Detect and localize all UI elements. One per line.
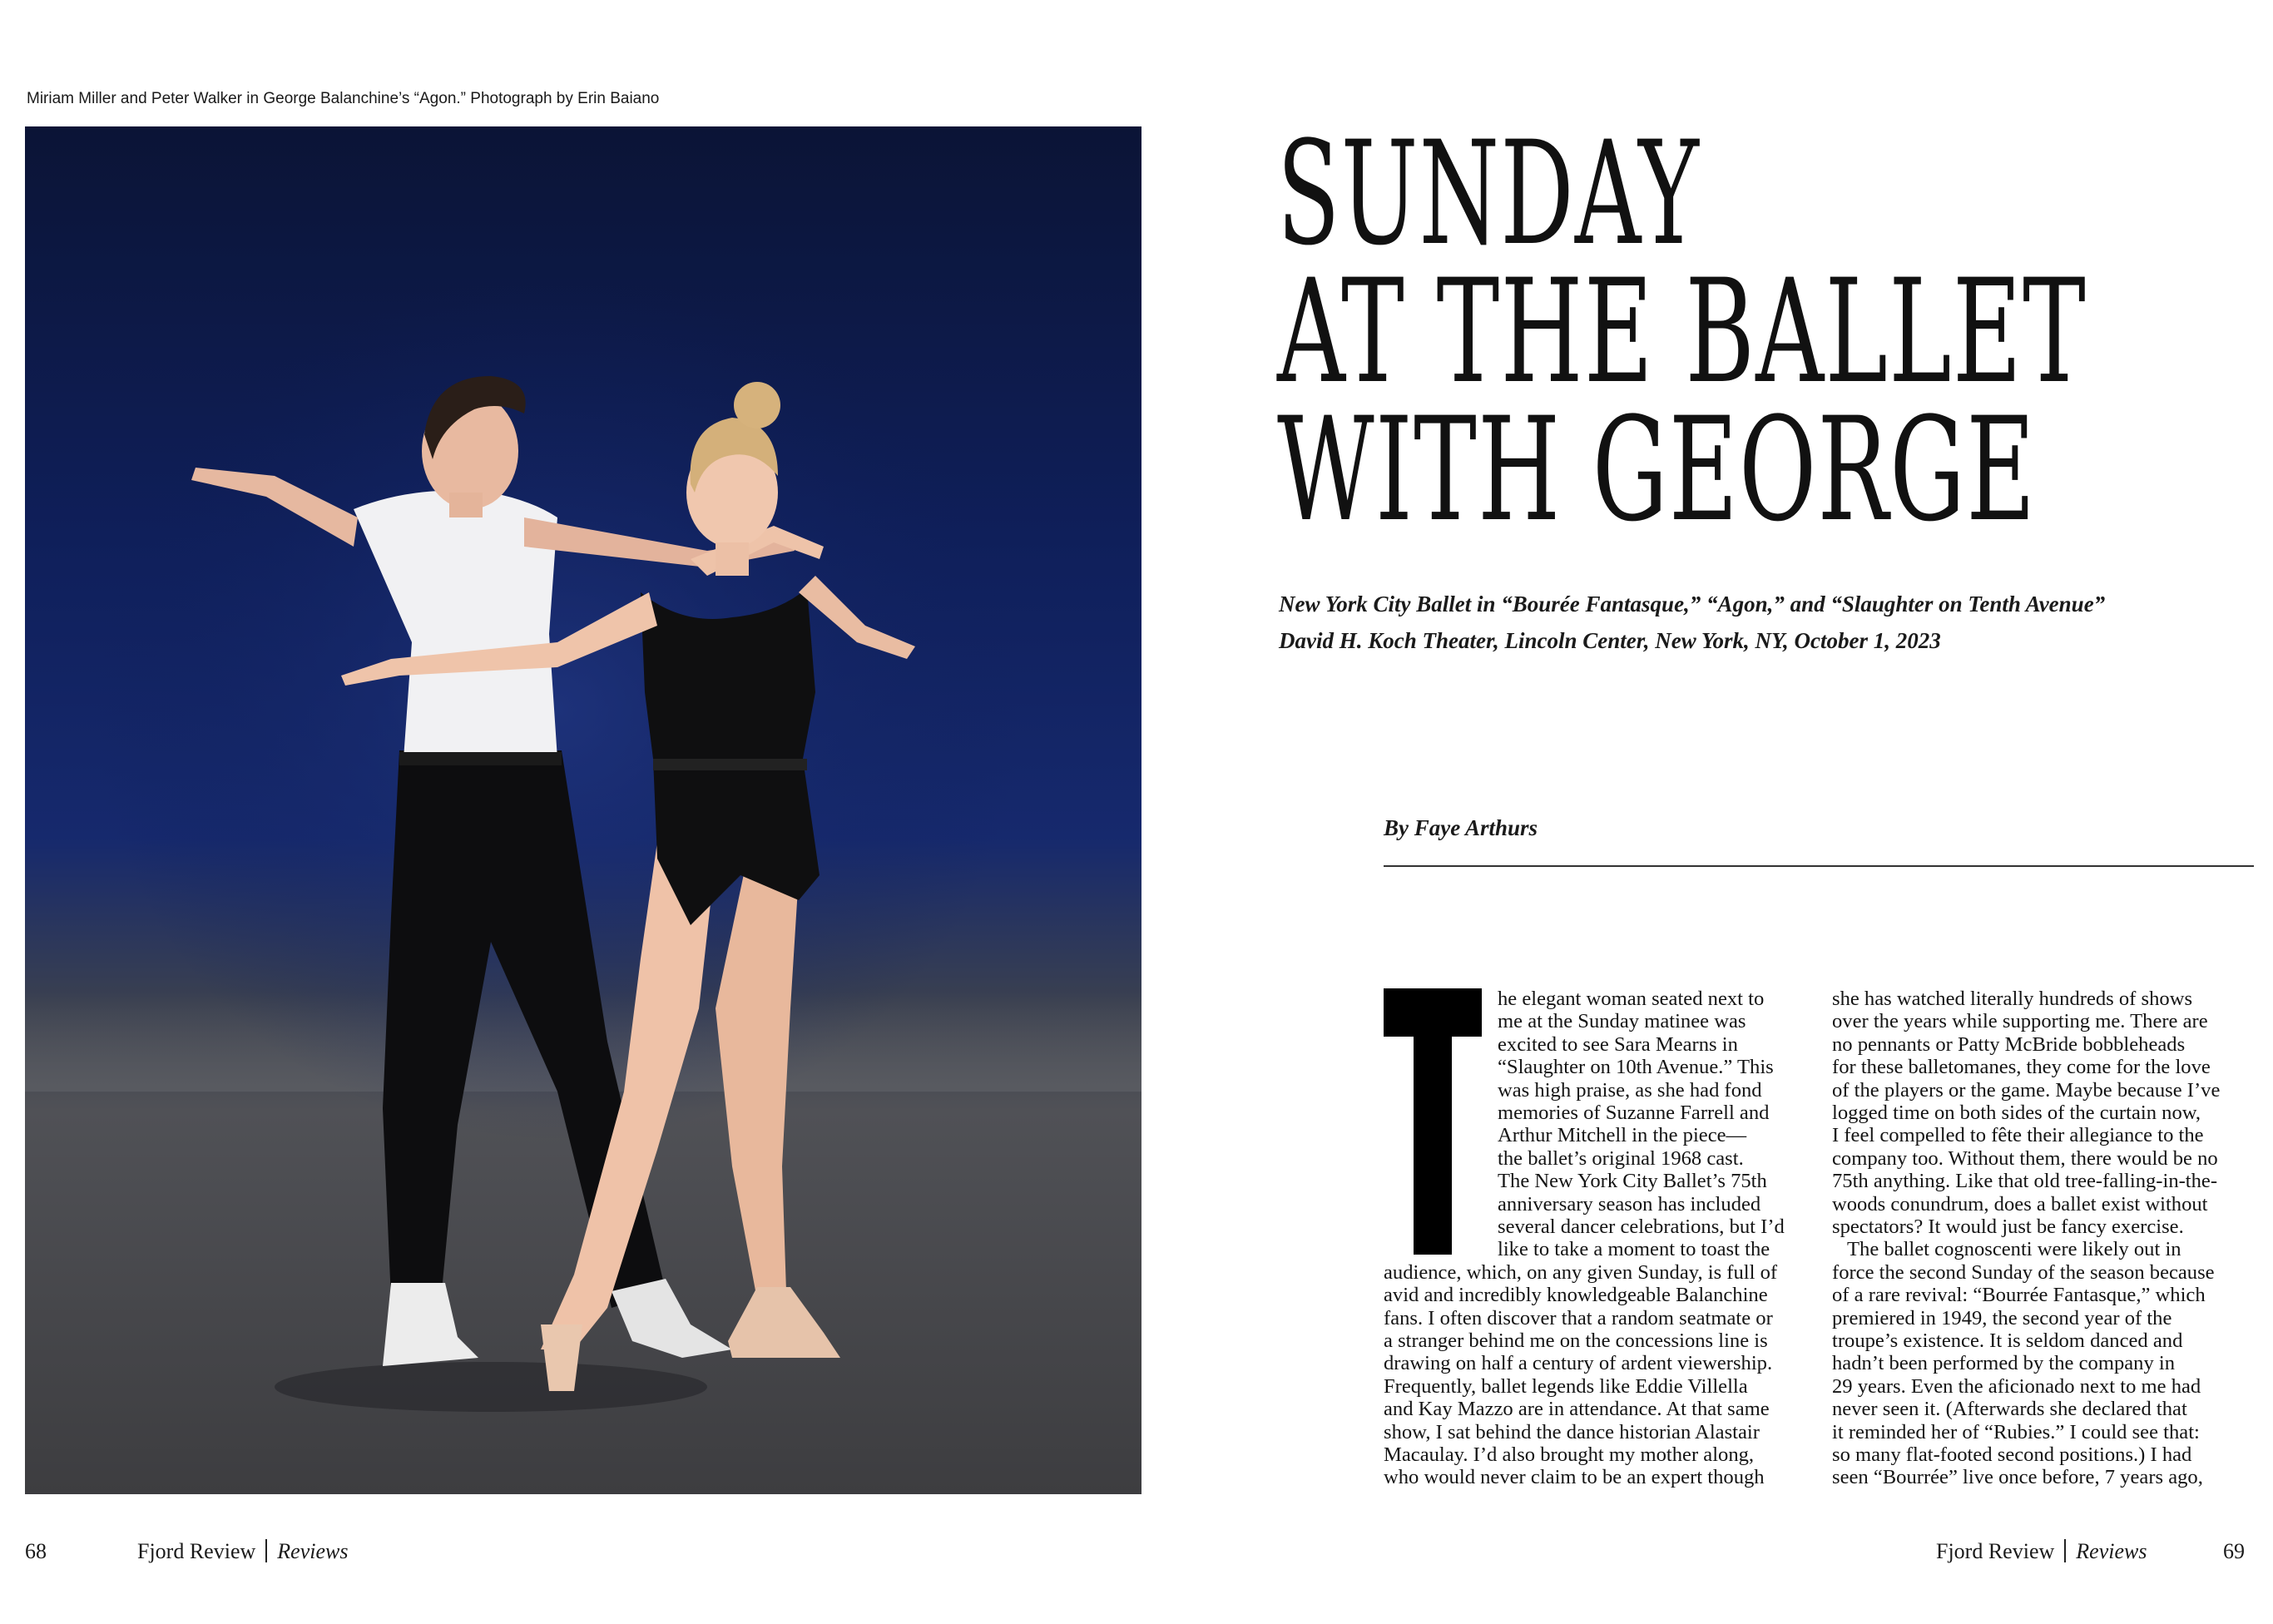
footer-left [137, 1539, 348, 1564]
article-text-line: 75th anything. Like that old tree-falling-in-the- [1832, 1170, 2218, 1193]
headline-line-2: AT THE BALLET [1277, 248, 2087, 415]
article-text-line: premiered in 1949, the second year of the [1832, 1306, 2172, 1329]
article-text-line: a stranger behind me on the concessions line is [1384, 1329, 1768, 1352]
article-text-line: audience, which, on any given Sunday, is full of [1384, 1260, 1778, 1284]
article-text-line: I feel compelled to fête their allegiance to the [1832, 1124, 2204, 1147]
article-text-line: drawing on half a century of ardent viewership. [1384, 1352, 1773, 1375]
article-text-line: of a rare revival: “Bourrée Fantasque,” which [1832, 1284, 2206, 1307]
article-text-line: troupe’s existence. It is seldom danced and [1832, 1329, 2183, 1352]
byline: By Faye Arthurs [1384, 815, 1538, 840]
dancers-illustration [25, 126, 1141, 1494]
article-text-line: “Slaughter on 10th Avenue.” This [1498, 1056, 1774, 1079]
article-text-line: never seen it. (Afterwards she declared that [1832, 1398, 2187, 1421]
article-text-line: excited to see Sara Mearns in [1498, 1032, 1738, 1056]
article-text-line: for these balletomanes, they come for the love [1832, 1056, 2211, 1079]
article-text-line: force the second Sunday of the season because [1832, 1260, 2215, 1284]
article-text-line: show, I sat behind the dance historian Alastair [1384, 1420, 1760, 1443]
article-text-line: Macaulay. I’d also brought my mother along, [1384, 1443, 1755, 1466]
article-text-line: who would never claim to be an expert though [1384, 1466, 1765, 1489]
article-text-line: she has watched literally hundreds of shows [1832, 988, 2193, 1010]
article-text-line: it reminded her of “Rubies.” I could see that: [1832, 1420, 2200, 1443]
article-text-line: woods conundrum, does a ballet exist without [1832, 1192, 2208, 1216]
headline-line-3: WITH GEORGE [1277, 386, 2037, 553]
article-text-line: several dancer celebrations, but I’d [1498, 1216, 1785, 1238]
divider-rule [1384, 865, 2254, 867]
page-number-left: 68 [25, 1539, 47, 1563]
article-text-line: he elegant woman seated next to [1498, 988, 1765, 1010]
subhead-venue: David H. Koch Theater, Lincoln Center, New York, NY, October 1, 2023 [1279, 628, 1941, 653]
article-text-line: anniversary season has included [1498, 1192, 1761, 1216]
article-text-line: like to take a moment to toast the [1498, 1238, 1770, 1261]
subhead-performance: New York City Ballet in “Bourée Fantasque,” “Agon,” and “Slaughter on Tenth Avenue” [1279, 592, 2106, 616]
article-text-line: was high praise, as she had fond [1498, 1078, 1762, 1102]
article-headline [1277, 110, 2273, 553]
footer-right [1936, 1539, 2147, 1564]
article-text-line: Frequently, ballet legends like Eddie Villella [1384, 1374, 1748, 1398]
article-text-line: me at the Sunday matinee was [1498, 1010, 1746, 1033]
article-text-line: over the years while supporting me. There are [1832, 1010, 2208, 1033]
article-text-line: logged time on both sides of the curtain now, [1832, 1102, 2201, 1124]
article-text-line: The New York City Ballet’s 75th [1498, 1170, 1767, 1193]
article-text-line: seen “Bourrée” live once before, 7 years ago, [1832, 1466, 2203, 1489]
section-name: Reviews [2076, 1539, 2147, 1563]
article-text-line: company too. Without them, there would be no [1832, 1146, 2218, 1170]
dropcap-letter-t [1384, 988, 1482, 1255]
article-text-line: no pennants or Patty McBride bobbleheads [1832, 1032, 2186, 1056]
article-text-line: memories of Suzanne Farrell and [1498, 1102, 1770, 1124]
article-text-line: avid and incredibly knowledgeable Balanchine [1384, 1284, 1768, 1307]
article-text-line: spectators? It would just be fancy exercise. [1832, 1216, 2184, 1238]
article-subhead [1279, 586, 2105, 659]
article-text-line: so many flat-footed second positions.) I had [1832, 1443, 2192, 1466]
article-text-line: the ballet’s original 1968 cast. [1498, 1146, 1744, 1170]
article-text-line: Arthur Mitchell in the piece— [1498, 1124, 1747, 1147]
article-text-line: 29 years. Even the aficionado next to me had [1832, 1374, 2201, 1398]
dancers-photograph [25, 126, 1141, 1494]
article-text-line: and Kay Mazzo are in attendance. At that same [1384, 1398, 1770, 1421]
publication-name: Fjord Review [137, 1539, 256, 1563]
publication-name: Fjord Review [1936, 1539, 2055, 1563]
article-text-line: hadn’t been performed by the company in [1832, 1352, 2176, 1375]
page-number-right: 69 [2223, 1539, 2245, 1563]
article-text-line: of the players or the game. Maybe because I’ve [1832, 1078, 2221, 1102]
photo-caption: Miriam Miller and Peter Walker in George Balanchine’s “Agon.” Photograph by Erin Baiano [27, 90, 660, 107]
section-name: Reviews [277, 1539, 349, 1563]
article-text-line: The ballet cognoscenti were likely out in [1832, 1238, 2181, 1261]
headline-line-1: SUNDAY [1277, 110, 1701, 277]
article-text-line: fans. I often discover that a random seatmate or [1384, 1306, 1773, 1329]
